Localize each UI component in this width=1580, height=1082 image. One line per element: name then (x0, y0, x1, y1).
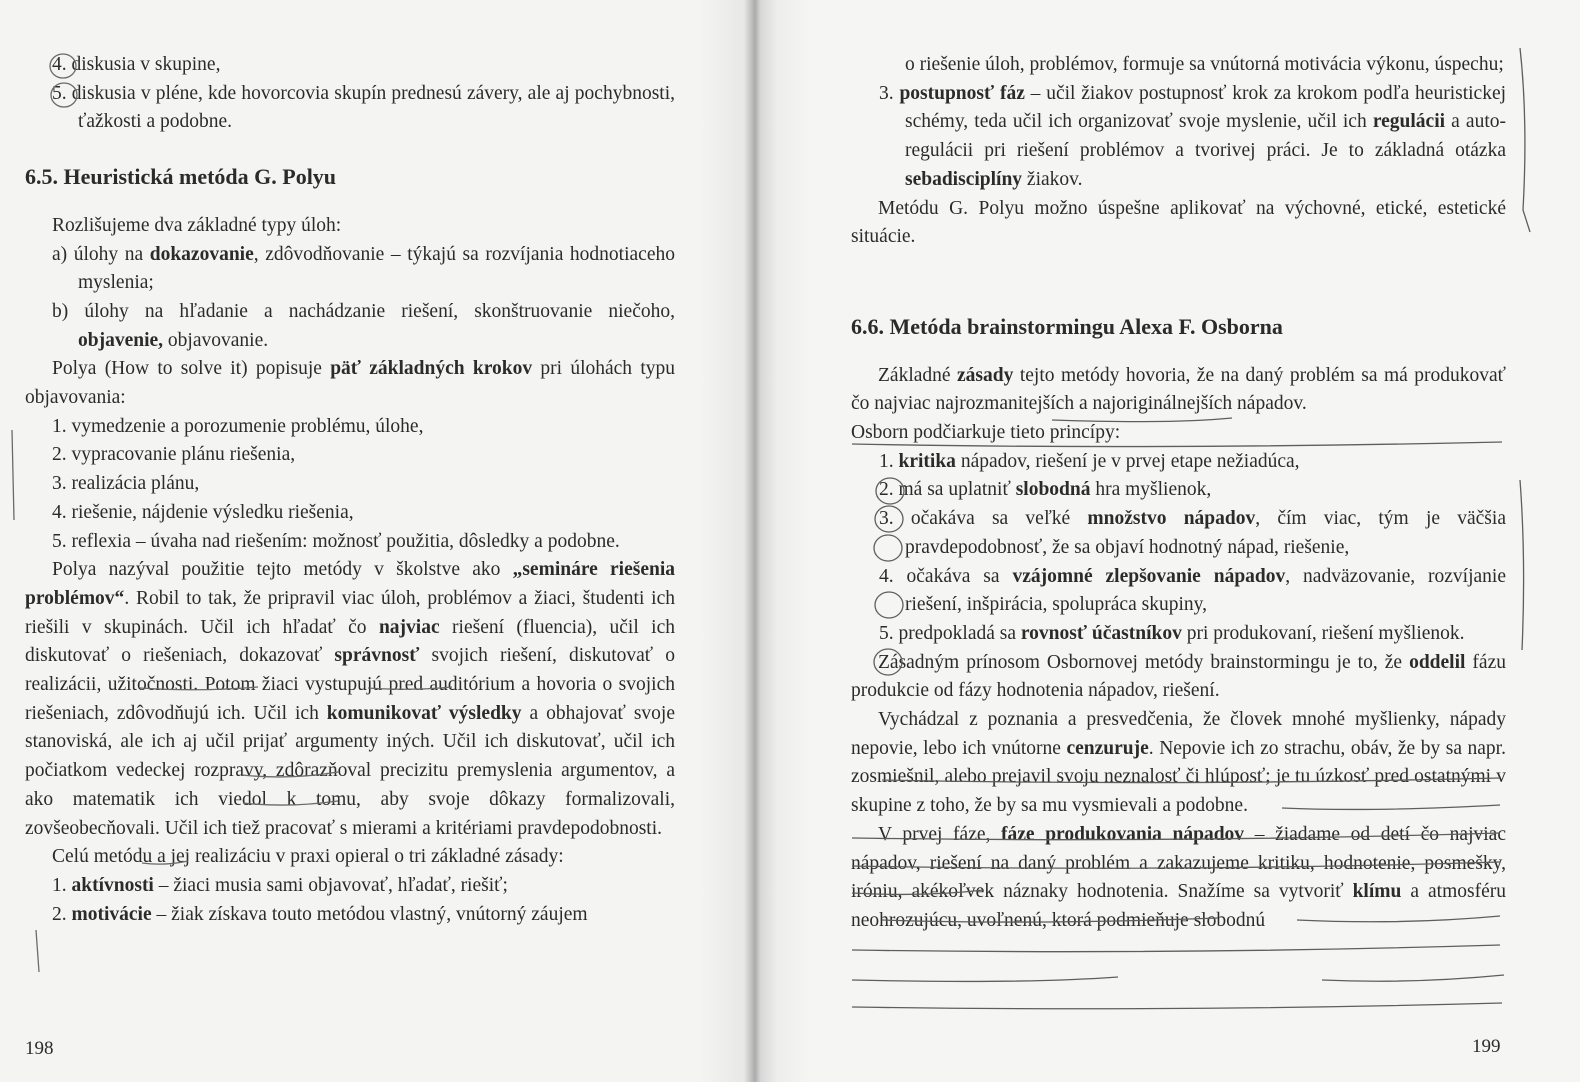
list-item: 1. kritika nápadov, riešení je v prvej etape nežiadúca, (879, 450, 1300, 472)
list-item: 1. vymedzenie a porozumenie problému, úlohe, (52, 415, 424, 437)
list-item: b) úlohy na hľadanie a nachádzanie riešení, skonštruovanie niečoho, objavenie, objavovanie. (52, 300, 675, 351)
list-item: 4. riešenie, nájdenie výsledku riešenia, (52, 501, 354, 523)
list-item: 1. aktívnosti – žiaci musia sami objavovať, hľadať, riešiť; (52, 874, 508, 896)
list-item: 5. predpokladá sa rovnosť účastníkov pri produkovaní, riešení myšlienok. (879, 622, 1465, 644)
list-item: 4. očakáva sa vzájomné zlepšovanie nápadov, nadväzovanie, rozvíjanie riešení, inšpirácia, spolupráca skupiny, (879, 565, 1506, 616)
paragraph: Vychádzal z poznania a presvedčenia, že človek mnohé myšlienky, nápady nepovie, lebo ich vnútorne cenzuruje. Nepovie ich zo strachu, obáv, že by sa napr. zosmiešnil, alebo prejavil svoju neznalosť či hlúposť; je tu úzkosť pred ostatnými v skupine z toho, že by sa mu vysmievali a podobne. (851, 709, 1506, 817)
paragraph: Osborn podčiarkuje tieto princípy: (851, 422, 1121, 444)
page-number: 198 (25, 1038, 54, 1059)
list-item: a) úlohy na dokazovanie, zdôvodňovanie – týkajú sa rozvíjania hodnotiaceho myslenia; (52, 243, 675, 294)
list-item: 3. postupnosť fáz – učil žiakov postupnosť krok za krokom podľa heuristickej schémy, teda učil ich organizovať svoje myslenie, učil ich regulácii a auto-regulácii pri riešení problémov a tvorivej práci. Je to základná otázka sebadisciplíny žiakov. (879, 82, 1507, 190)
paragraph: Polya (How to solve it) popisuje päť základných krokov pri úlohách typu objavovania: (25, 358, 675, 409)
list-item: 2. vypracovanie plánu riešenia, (52, 444, 296, 466)
paragraph: Metódu G. Polyu možno úspešne aplikovať na výchovné, etické, estetické situácie. (851, 197, 1506, 248)
paragraph: Základné zásady tejto metódy hovoria, že na daný problém sa má produkovať čo najviac najrozmanitejších a najoriginálnejších nápadov. (851, 364, 1506, 415)
list-item: 5. reflexia – úvaha nad riešením: možnosť použitia, dôsledky a podobne. (52, 530, 620, 552)
paragraph: Zásadným prínosom Osbornovej metódy brainstormingu je to, že oddelil fázu produkcie od fázy hodnotenia nápadov, riešení. (851, 651, 1506, 702)
list-item: 3. očakáva sa veľké množstvo nápadov, čím viac, tým je väčšia pravdepodobnosť, že sa objaví hodnotný nápad, riešenie, (879, 508, 1506, 558)
paragraph: Celú metódu a jej realizáciu v praxi opieral o tri základné zásady: (52, 846, 564, 868)
page-number: 199 (1472, 1036, 1501, 1057)
paragraph: Polya nazýval použitie tejto metódy v školstve ako „semináre riešenia problémov“. Robil to tak, že pripravil viac úloh, problémov a žiaci, študenti ich riešili v skupinách. Učil ich hľadať čo najviac riešení (fluencia), učil ich diskutovať o riešeniach, dokazovať správnosť svojich riešení, diskutovať o realizácii, užitočnosti. Potom žiaci vystupujú pred auditórium a hovoria o svojich riešeniach, zdôvodňujú ich. Učil ich komunikovať výsledky a obhajovať svoje stanoviská, ale ich aj učil prijať argumenty iných. Učil ich diskutovať, učil ich počiatkom vedeckej rozpravy, zdôrazňoval precizitu premyslenia argumentov, a ako matematik ich viedol k tomu, aby svoje dôkazy formalizovali, zovšeobecňovali. Učil ich tiež pracovať s mierami a kritériami pravdepodobnosti. (25, 559, 676, 839)
section-heading: 6.5. Heuristická metóda G. Polyu (25, 164, 337, 190)
right-page-text (851, 51, 1506, 936)
left-page-text (25, 51, 675, 929)
list-item: 4. diskusia v skupine, (52, 54, 221, 75)
list-item: 2. motivácie – žiak získava touto metódou vlastný, vnútorný záujem (52, 903, 588, 925)
left-page (0, 0, 752, 1082)
list-item: 5. diskusia v pléne, kde hovorcovia skupín prednesú závery, ale aj pochybnosti, ťažkosti a podobne. (52, 82, 675, 133)
list-item: 3. realizácia plánu, (52, 473, 200, 495)
list-item: 2. má sa uplatniť slobodná hra myšlienok, (879, 479, 1212, 501)
paragraph: V prvej fáze, fáze produkovania nápadov – žiadame od detí čo najviac nápadov, riešení na daný problém a zakazujeme kritiku, hodnotenie, posmešky, iróniu, akékoľvek náznaky hodnotenia. Snažíme sa vytvoriť klímu a atmosféru neohrozujúcu, uvoľnenú, ktorá podmieňuje slobodnú (851, 823, 1506, 931)
paragraph: Rozlišujeme dva základné typy úloh: (52, 214, 342, 236)
section-heading: 6.6. Metóda brainstormingu Alexa F. Osborna (851, 313, 1283, 339)
right-page (752, 0, 1580, 1082)
list-item-continued: o riešenie úloh, problémov, formuje sa vnútorná motivácia výkonu, úspechu; (905, 54, 1504, 75)
